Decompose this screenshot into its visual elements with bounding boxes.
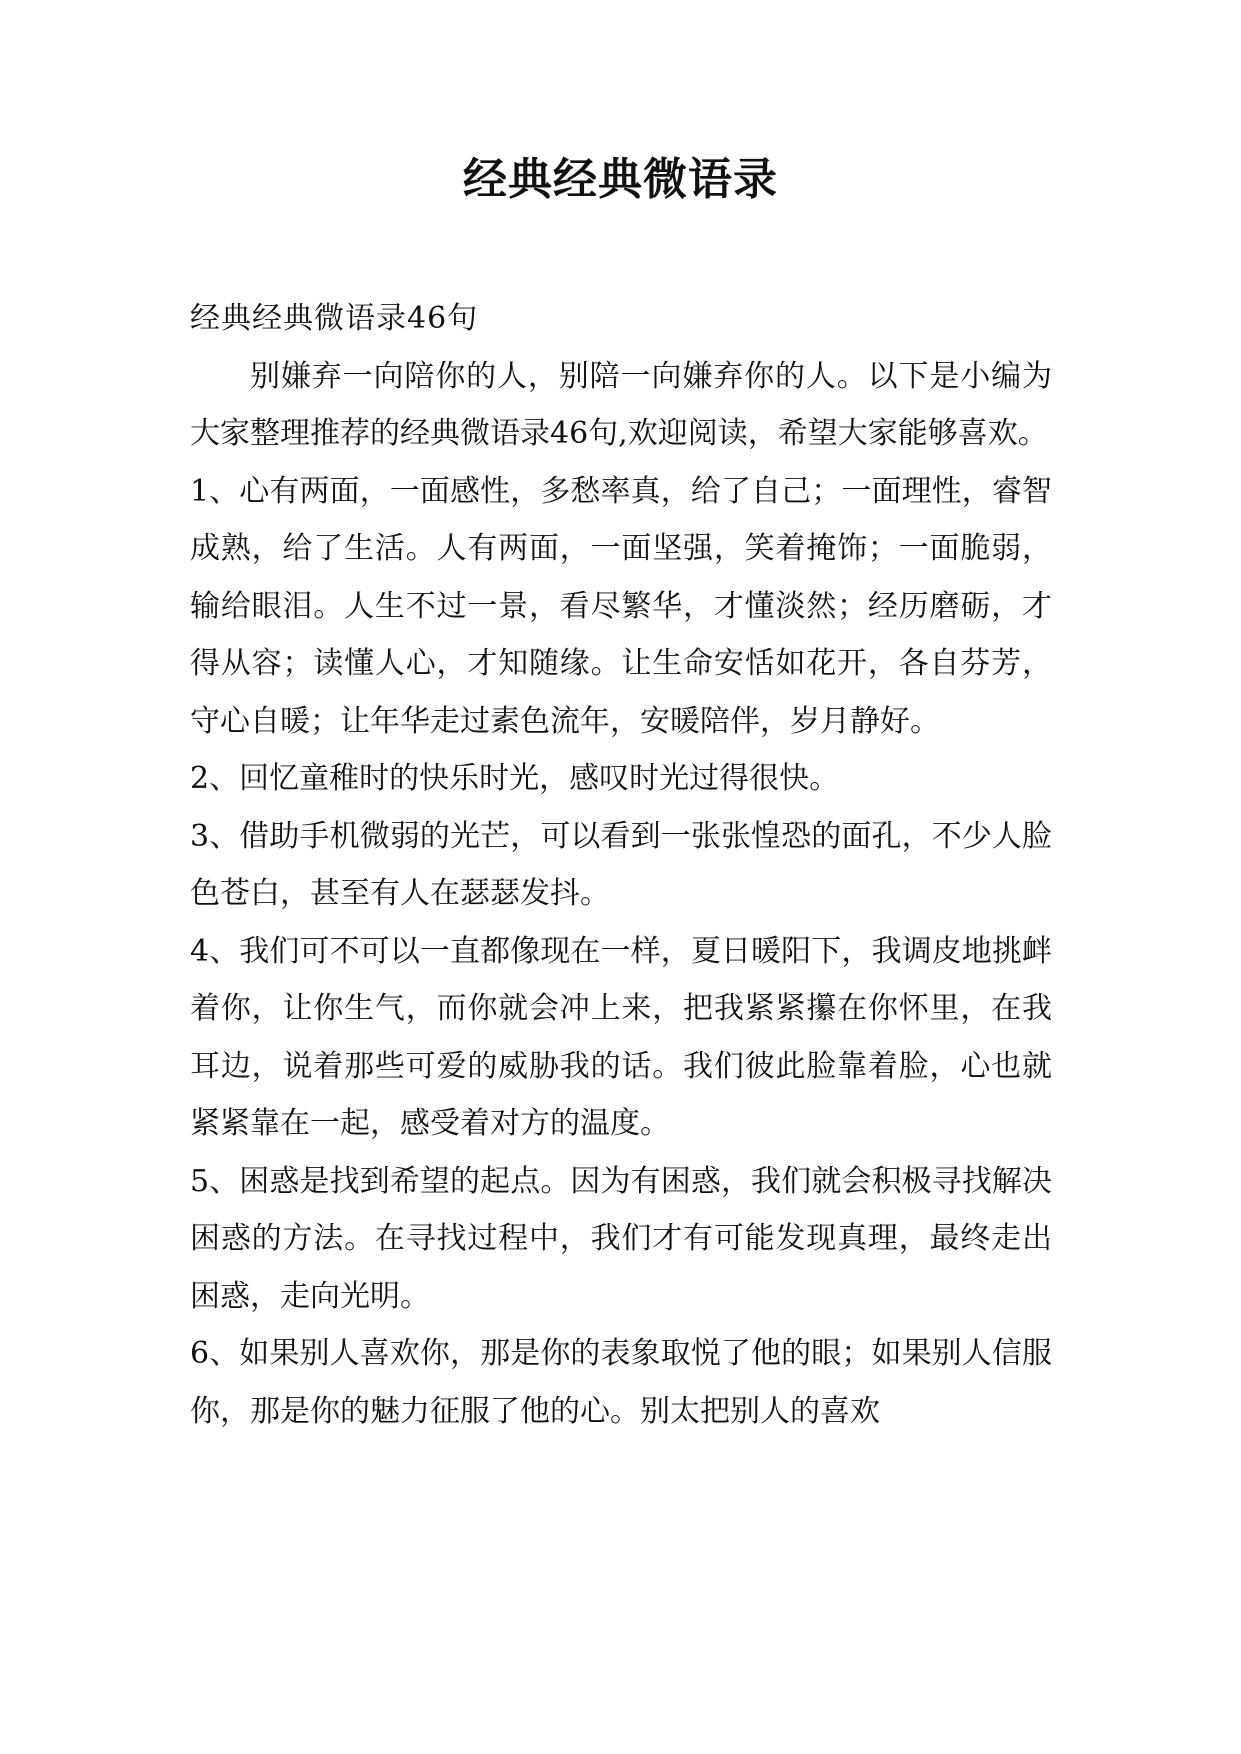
- quote-item-1: 1、心有两面，一面感性，多愁率真，给了自己；一面理性，睿智成熟，给了生活。人有两面，一面坚强，笑着掩饰；一面脆弱，输给眼泪。人生不过一景，看尽繁华，才懂淡然；经历磨砺，才得从容；读懂人心，才知随缘。让生命安恬如花开，各自芬芳，守心自暖；让年华走过素色流年，安暖陪伴，岁月静好。: [190, 473, 1052, 739]
- document-subtitle: 经典经典微语录46句: [190, 301, 479, 336]
- quote-item-3: 3、借助手机微弱的光芒，可以看到一张张惶恐的面孔，不少人脸色苍白，甚至有人在瑟瑟发抖。: [190, 818, 1052, 911]
- document-body: [190, 290, 1052, 1440]
- document-title: 经典经典微语录: [463, 154, 778, 205]
- quote-item-6: 6、如果别人喜欢你，那是你的表象取悦了他的眼；如果别人信服你，那是你的魅力征服了他的心。别太把别人的喜欢: [190, 1336, 1052, 1429]
- quote-item-5: 5、困惑是找到希望的起点。因为有困惑，我们就会积极寻找解决困惑的方法。在寻找过程中，我们才有可能发现真理，最终走出困惑，走向光明。: [190, 1163, 1052, 1314]
- intro-paragraph: 别嫌弃一向陪你的人，别陪一向嫌弃你的人。以下是小编为大家整理推荐的经典微语录46句,欢迎阅读，希望大家能够喜欢。: [190, 358, 1052, 451]
- quote-item-4: 4、我们可不可以一直都像现在一样，夏日暖阳下，我调皮地挑衅着你，让你生气，而你就会冲上来，把我紧紧攥在你怀里，在我耳边，说着那些可爱的威胁我的话。我们彼此脸靠着脸，心也就紧紧靠在一起，感受着对方的温度。: [190, 933, 1052, 1141]
- quote-item-2: 2、回忆童稚时的快乐时光，感叹时光过得很快。: [190, 761, 840, 796]
